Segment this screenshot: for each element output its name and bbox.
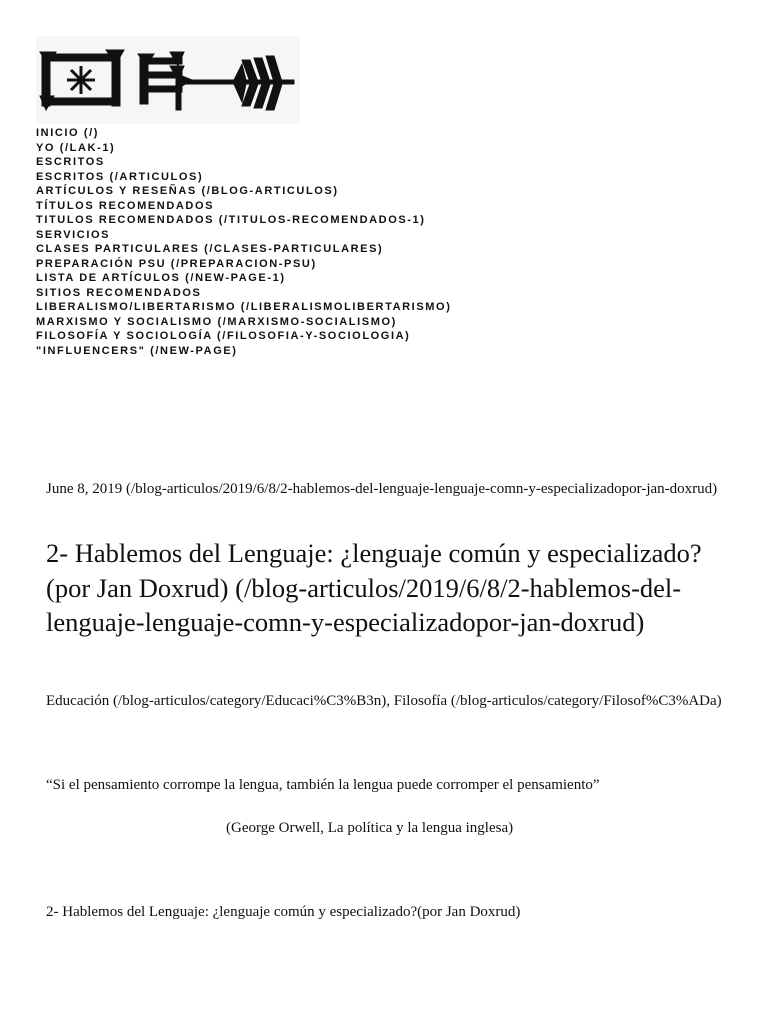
post-date-link[interactable]: June 8, 2019 (/blog-articulos/2019/6/8/2-hablemos-del-lenguaje-lenguaje-comn-y-especializadopor-jan-doxrud): [46, 481, 718, 497]
nav-section-heading: TÍTULOS RECOMENDADOS: [36, 199, 215, 212]
nav-link[interactable]: MARXISMO Y SOCIALISMO (/MARXISMO-SOCIALISMO): [36, 315, 397, 328]
post-categories[interactable]: Educación (/blog-articulos/category/Educaci%C3%B3n), Filosofía (/blog-articulos/category/Filosof%C3%ADa): [46, 693, 722, 709]
nav-link[interactable]: LISTA DE ARTÍCULOS (/NEW-PAGE-1): [36, 272, 286, 284]
nav-link[interactable]: YO (/LAK-1): [36, 141, 116, 154]
nav-link[interactable]: FILOSOFÍA Y SOCIOLOGÍA (/FILOSOFIA-Y-SOCIOLOGIA): [36, 330, 411, 342]
nav-link[interactable]: CLASES PARTICULARES (/CLASES-PARTICULARES): [36, 243, 384, 255]
nav-link[interactable]: "INFLUENCERS" (/NEW-PAGE): [36, 344, 238, 357]
article-subtitle: 2- Hablemos del Lenguaje: ¿lenguaje común y especializado?(por Jan Doxrud): [46, 904, 521, 920]
post-title-link[interactable]: 2- Hablemos del Lenguaje: ¿lenguaje común y especializado?(por Jan Doxrud) (/blog-articulos/2019/6/8/2-hablemos-del-lenguaje-lenguaje-comn-y-especializadopor-jan-doxrud): [46, 538, 702, 637]
nav-link[interactable]: TITULOS RECOMENDADOS (/TITULOS-RECOMENDADOS-1): [36, 214, 426, 226]
nav-section-heading: SERVICIOS: [36, 228, 111, 241]
nav-link[interactable]: ARTÍCULOS Y RESEÑAS (/BLOG-ARTICULOS): [36, 185, 339, 197]
nav-section-heading: SITIOS RECOMENDADOS: [36, 286, 202, 299]
nav-section-heading: ESCRITOS: [36, 156, 105, 168]
epigraph-quote: “Si el pensamiento corrompe la lengua, también la lengua puede corromper el pensamiento”: [46, 777, 600, 793]
site-logo[interactable]: [36, 36, 300, 124]
nav-link[interactable]: ESCRITOS (/ARTICULOS): [36, 170, 204, 183]
main-navigation: [36, 126, 451, 358]
nav-link[interactable]: LIBERALISMO/LIBERTARISMO (/LIBERALISMOLIBERTARISMO): [36, 301, 452, 313]
nav-link[interactable]: INICIO (/): [36, 127, 100, 139]
nav-link[interactable]: PREPARACIÓN PSU (/PREPARACION-PSU): [36, 257, 317, 270]
quote-attribution: (George Orwell, La política y la lengua inglesa): [226, 820, 514, 836]
cuneiform-logo-icon: [36, 36, 300, 124]
